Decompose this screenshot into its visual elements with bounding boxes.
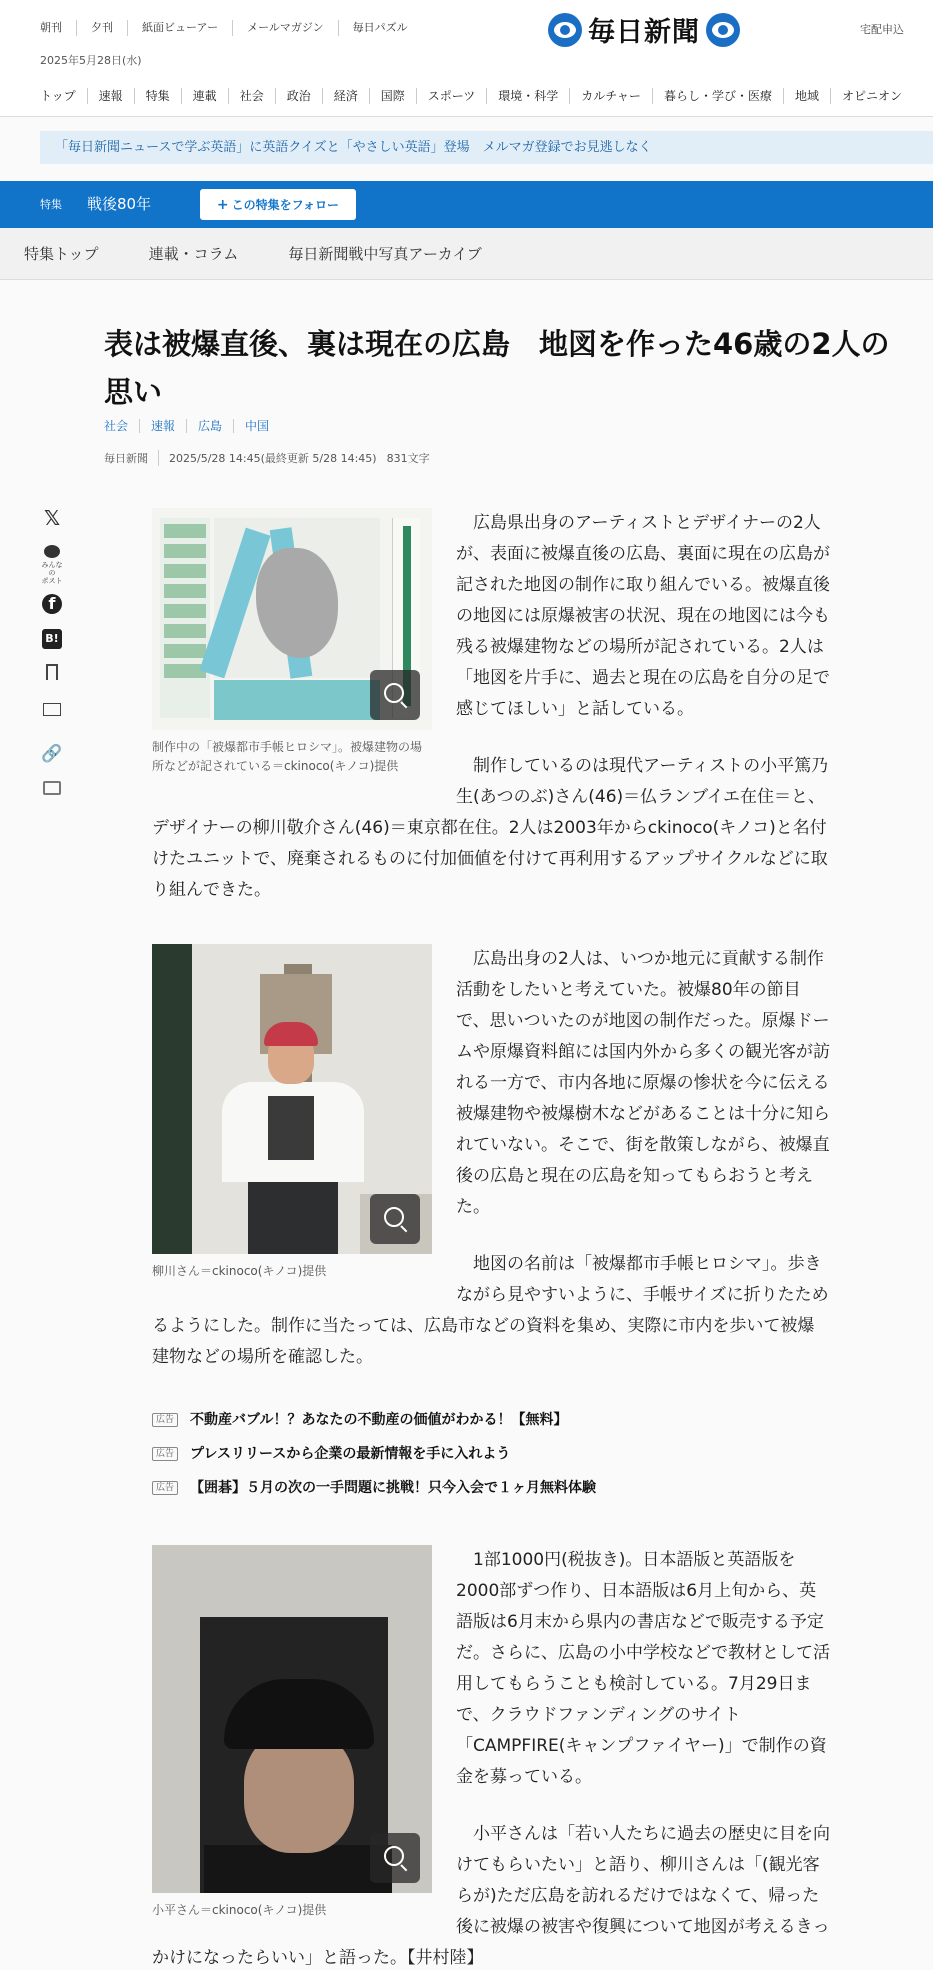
article-paragraph: 小平さんは「若い人たちに過去の歴史に目を向けてもらいたい」と語り、柳川さんは「(観光客らが)ただ広島を訪れるだけではなくて、帰った後に被爆の被害や復興について地図が考えるきっかけになったらいい」と語った。【井村陸】 [152, 1824, 830, 1968]
article-headline: 表は被爆直後、裏は現在の広島 地図を作った46歳の2人の思い [104, 327, 890, 409]
nav-item-shakai[interactable]: 社会 [228, 88, 275, 104]
figure-caption: 制作中の「被爆都市手帳ヒロシマ」。被爆建物の場所などが記されている＝ckinoco(キノコ)提供 [152, 740, 423, 773]
ad-text: 不動産バブル！？あなたの不動産の価値がわかる！【無料】 [190, 1412, 568, 1428]
ad-link[interactable] [152, 1437, 830, 1471]
logo-mark-icon [706, 13, 740, 47]
site-header [0, 0, 933, 117]
minna-post-icon[interactable] [40, 545, 64, 585]
article-paragraph: 広島出身の2人は、いつか地元に貢献する制作活動をしたいと考えていた。被爆80年の節目で、思いついたのが地図の制作だった。原爆ドームや原爆資料館には国内外から多くの観光客が訪れる一方で、市内各地に原爆の惨状を今に伝える被爆建物や被爆樹木などがあることは十分に知られていない。そこで、街を散策しながら、被爆直後の広島と現在の広島を知ってもらおうと考えた。 [456, 949, 830, 1217]
figure-caption: 小平さん＝ckinoco(キノコ)提供 [152, 1903, 327, 1917]
article-paragraph: 制作しているのは現代アーティストの小平篤乃生(あつのぶ)さん(46)＝仏ランブイエ在住＝と、デザイナーの柳川敬介さん(46)＝東京都在住。2人は2003年からckinoco(キノコ)と名付けたユニットで、廃棄されるものに付加価値を付けて再利用するアップサイクルなどに取り組んできた。 [152, 756, 829, 900]
subnav-item-column[interactable]: 連載・コラム [148, 245, 239, 263]
nav-item-opinion[interactable]: オピニオン [830, 88, 913, 104]
top-links [40, 20, 422, 36]
tag-link[interactable]: 中国 [233, 419, 280, 433]
zoom-icon[interactable] [370, 1194, 420, 1244]
top-link-mailmag[interactable]: メールマガジン [232, 20, 338, 36]
link-icon[interactable]: 🔗 [41, 744, 63, 764]
article-paragraph: 地図の名前は「被爆都市手帳ヒロシマ」。歩きながら見やすいように、手帳サイズに折りたためるようにした。制作に当たっては、広島市などの資料を集め、実際に市内を歩いて被爆建物などの場所を確認した。 [152, 1254, 829, 1367]
nav-item-kokusai[interactable]: 国際 [369, 88, 416, 104]
article-timestamp: 2025/5/28 14:45(最終更新 5/28 14:45) [158, 450, 387, 466]
article-paragraph: 広島県出身のアーティストとデザイナーの2人が、表面に被爆直後の広島、裏面に現在の広島が記された地図の制作に取り組んでいる。被爆直後の地図には原爆被害の状況、現在の地図には今も残る被爆建物などの場所が記されている。2人は「地図を片手に、過去と現在の広島を自分の足で感じてほしい」と話している。 [456, 513, 830, 719]
article-paragraph: 1部1000円(税抜き)。日本語版と英語版を2000部ずつ作り、日本語版は6月上旬から、英語版は6月末から県内の書店などで販売する予定だ。さらに、広島の小中学校などで教材として活用してもらうことも検討している。7月29日まで、クラウドファンディングのサイト「CAMPFIRE(キャンプファイヤー)」で制作の資金を募っている。 [456, 1550, 830, 1787]
ad-text: プレスリリースから企業の最新情報を手に入れよう [190, 1446, 511, 1462]
mail-icon[interactable] [40, 703, 64, 727]
x-share-icon[interactable]: 𝕏 [43, 506, 61, 530]
subnav-item-top[interactable]: 特集トップ [24, 245, 99, 263]
minna-post-label: みんなの ポスト [41, 561, 63, 585]
article-figure [152, 508, 432, 776]
tag-link[interactable]: 社会 [104, 419, 129, 433]
map-photo[interactable] [152, 508, 432, 730]
article-tags [104, 419, 280, 433]
logo-text: 毎日新聞 [588, 17, 700, 48]
nav-item-local[interactable]: 地域 [783, 88, 830, 104]
article-char-count: 831文字 [386, 452, 430, 465]
top-link-yukan[interactable]: 夕刊 [76, 20, 127, 36]
facebook-share-icon[interactable]: f [42, 594, 62, 614]
article-figure [152, 944, 432, 1281]
article-figure [152, 1545, 432, 1920]
nav-item-life[interactable]: 暮らし・学び・医療 [652, 88, 783, 104]
delivery-link[interactable]: 宅配申込 [860, 23, 904, 36]
zoom-icon[interactable] [370, 670, 420, 720]
figure-caption: 柳川さん＝ckinoco(キノコ)提供 [152, 1264, 327, 1278]
share-rail [40, 506, 64, 820]
top-link-viewer[interactable]: 紙面ビューアー [127, 20, 232, 36]
plus-icon: + [216, 196, 229, 213]
print-icon[interactable] [40, 781, 64, 805]
nav-item-rensai[interactable]: 連載 [181, 88, 228, 104]
ad-link[interactable] [152, 1403, 830, 1437]
feature-title[interactable]: 戦後80年 [87, 195, 152, 213]
top-link-puzzle[interactable]: 毎日パズル [338, 20, 422, 36]
follow-label: この特集をフォロー [231, 198, 340, 212]
ad-tag: 広告 [152, 1481, 178, 1495]
ad-tag: 広告 [152, 1413, 178, 1427]
ad-list [152, 1403, 830, 1505]
follow-feature-button[interactable] [200, 189, 356, 220]
nav-item-keizai[interactable]: 経済 [322, 88, 369, 104]
ad-link[interactable] [152, 1471, 830, 1505]
top-link-chokan[interactable]: 朝刊 [40, 21, 62, 34]
main-nav [40, 88, 933, 104]
article-body [152, 508, 830, 1970]
ad-text: 【囲碁】５月の次の一手問題に挑戦！只今入会で１ヶ月無料体験 [190, 1480, 597, 1496]
article-meta [104, 450, 440, 466]
subnav-item-archive[interactable]: 毎日新聞戦中写真アーカイブ [288, 245, 482, 263]
nav-item-top[interactable]: トップ [40, 89, 76, 103]
kodaira-photo[interactable] [152, 1545, 432, 1893]
feature-subnav [0, 228, 933, 280]
nav-item-science[interactable]: 環境・科学 [486, 88, 569, 104]
ad-tag: 広告 [152, 1447, 178, 1461]
site-logo[interactable] [548, 10, 740, 49]
nav-item-sokuho[interactable]: 速報 [87, 88, 134, 104]
feature-label: 特集 [40, 198, 62, 211]
nav-item-sports[interactable]: スポーツ [416, 88, 487, 104]
hatena-bookmark-icon[interactable]: B! [42, 629, 62, 649]
tag-link[interactable]: 速報 [139, 419, 186, 433]
yanagawa-photo[interactable] [152, 944, 432, 1254]
zoom-icon[interactable] [370, 1833, 420, 1883]
bookmark-icon[interactable] [40, 664, 64, 688]
header-date: 2025年5月28日(水) [40, 54, 142, 67]
nav-item-culture[interactable]: カルチャー [569, 88, 652, 104]
feature-bar [0, 181, 933, 228]
article-source: 毎日新聞 [104, 452, 148, 465]
logo-mark-icon [548, 13, 582, 47]
promo-banner[interactable]: 「毎日新聞ニュースで学ぶ英語」に英語クイズと「やさしい英語」登場 メルマガ登録でお見逃しなく [40, 131, 933, 164]
tag-link[interactable]: 広島 [186, 419, 233, 433]
nav-item-tokushu[interactable]: 特集 [134, 88, 181, 104]
nav-item-seiji[interactable]: 政治 [275, 88, 322, 104]
